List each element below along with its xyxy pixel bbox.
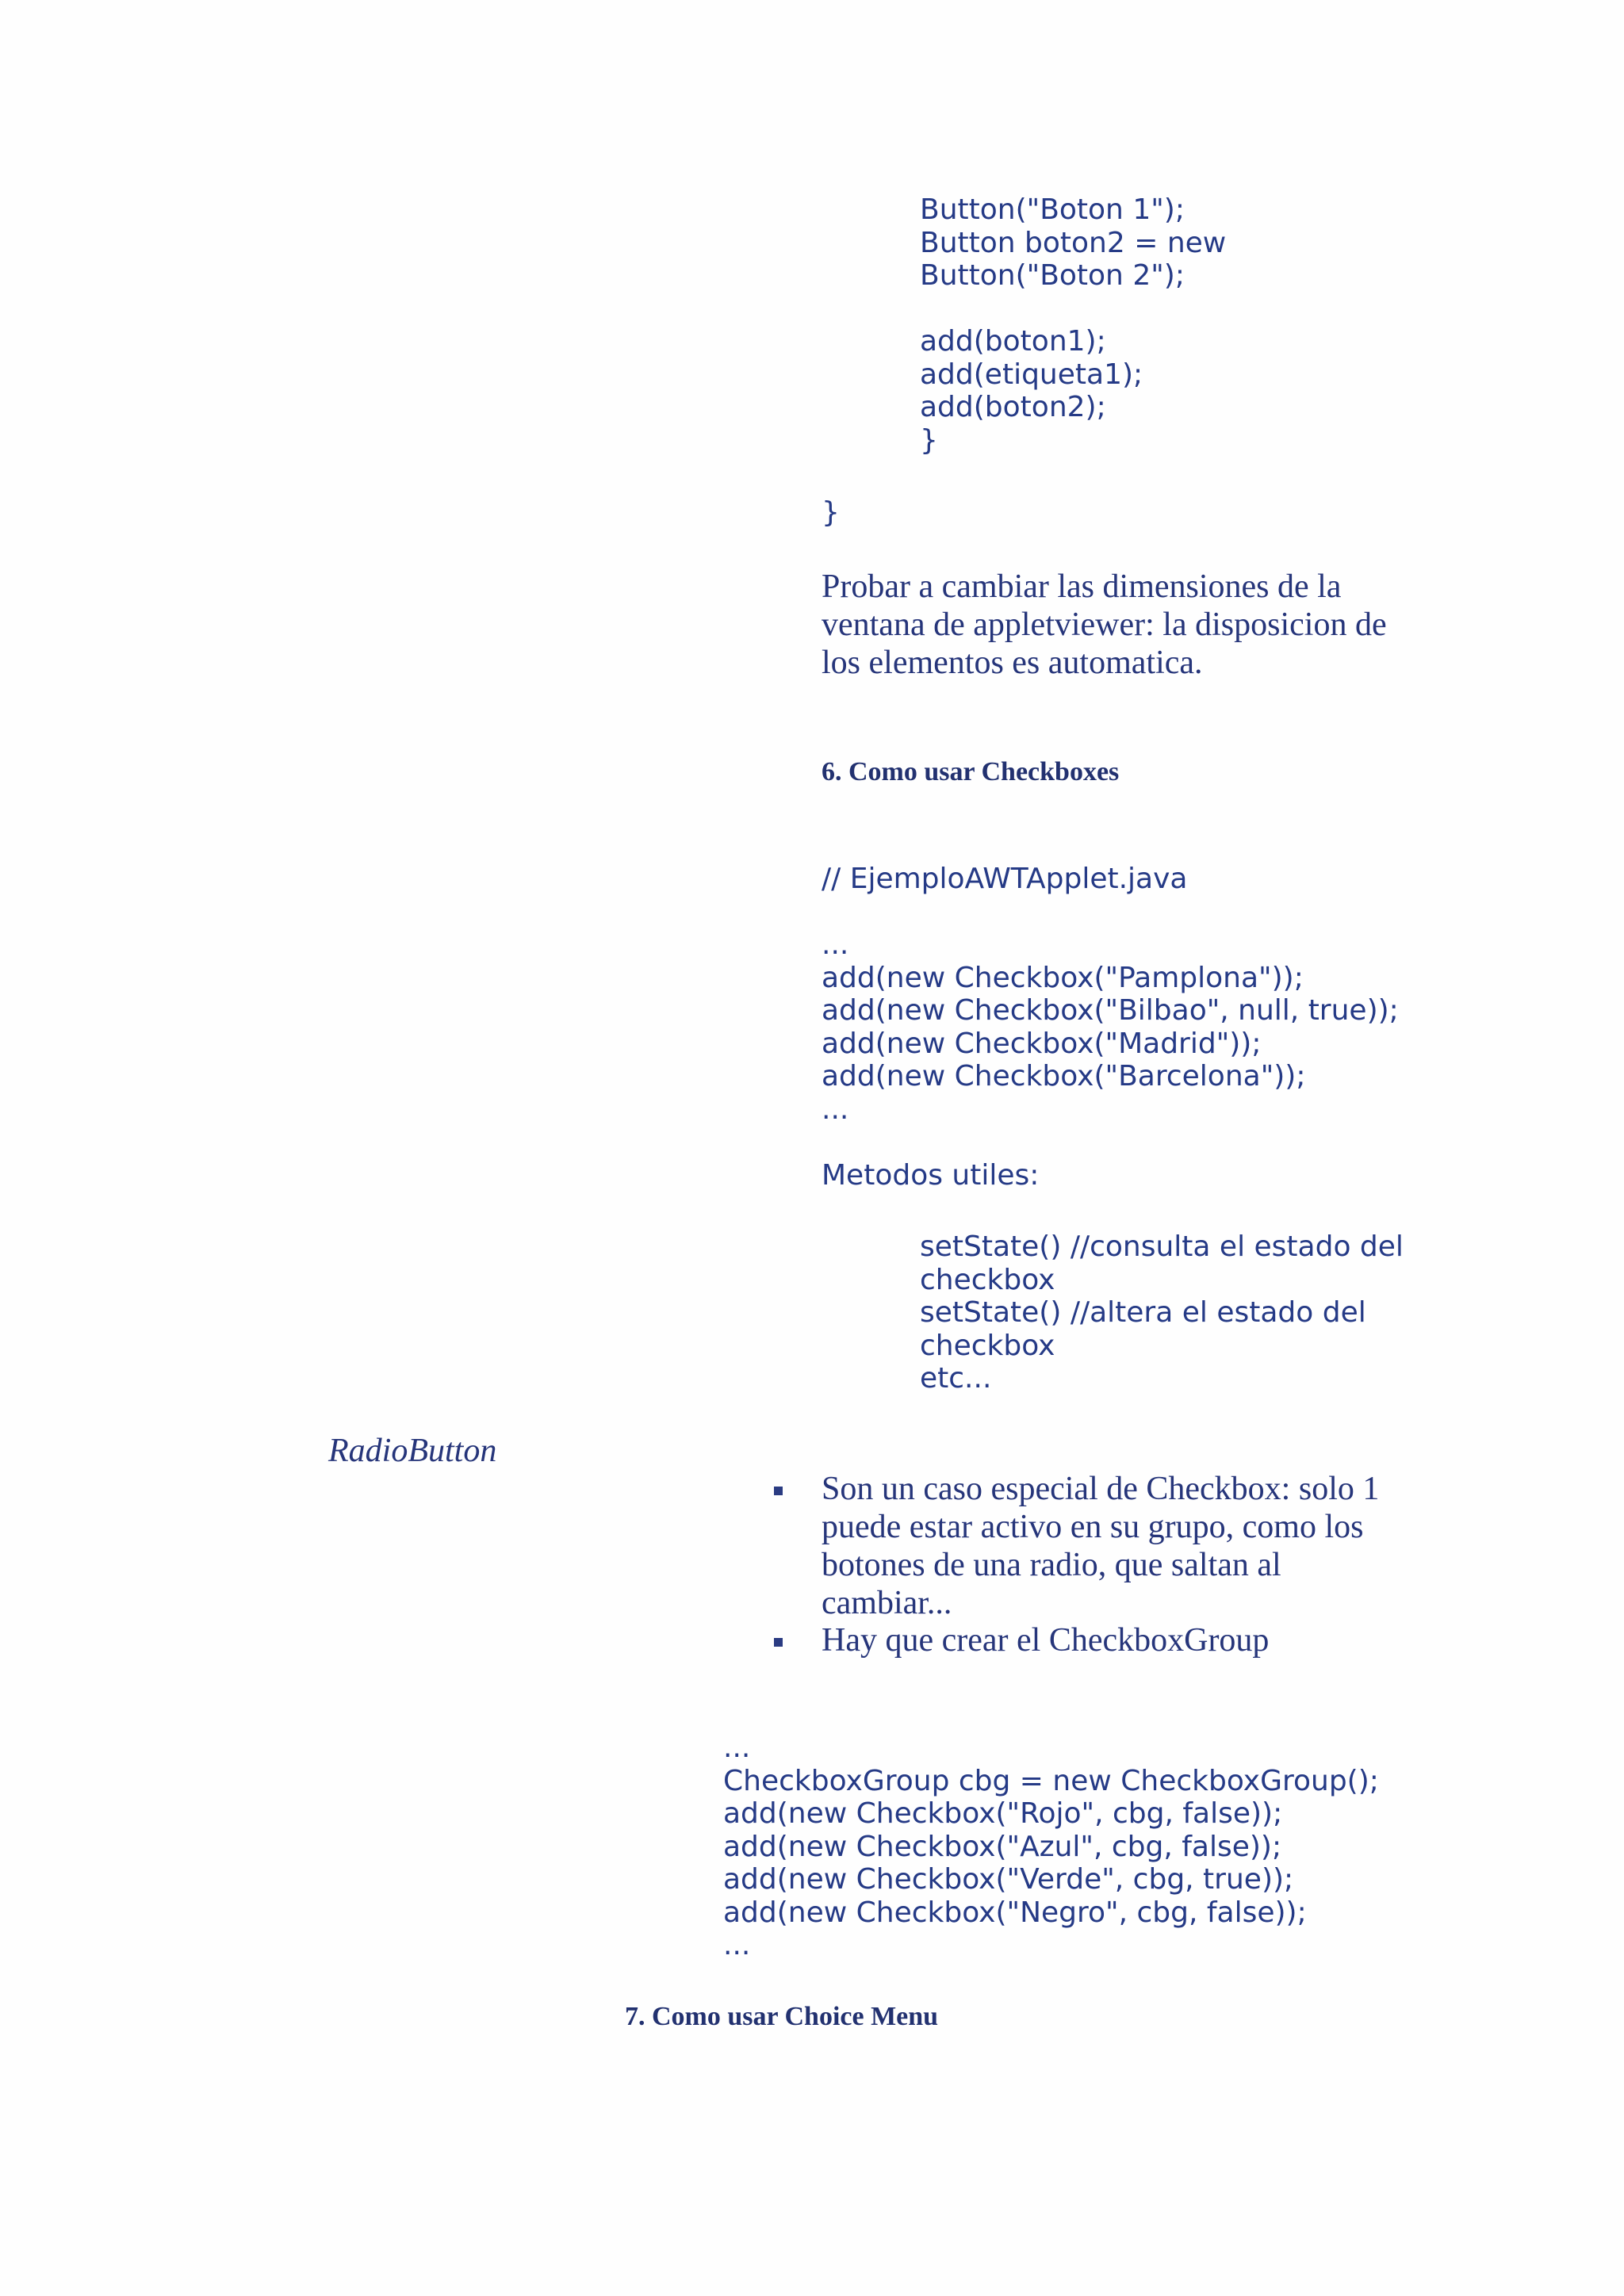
bullet-marker bbox=[774, 1487, 783, 1495]
code-line: CheckboxGroup cbg = new CheckboxGroup(); bbox=[723, 1764, 1379, 1797]
code-line: etc... bbox=[920, 1362, 992, 1395]
bullet-item bbox=[822, 1621, 1269, 1659]
code-line: checkbox bbox=[920, 1329, 1055, 1362]
code-line: add(etiqueta1); bbox=[920, 358, 1143, 391]
code-line: add(new Checkbox("Pamplona")); bbox=[822, 961, 1304, 994]
code-line: Button("Boton 2"); bbox=[920, 259, 1185, 292]
bullet-line: Son un caso especial de Checkbox: solo 1 bbox=[822, 1471, 1380, 1507]
code-line: add(new Checkbox("Madrid")); bbox=[822, 1027, 1262, 1060]
section-heading-checkboxes: 6. Como usar Checkboxes bbox=[822, 757, 1120, 786]
code-line: add(new Checkbox("Barcelona")); bbox=[822, 1060, 1306, 1093]
code-line: ... bbox=[723, 1732, 751, 1764]
code-line: Button("Boton 1"); bbox=[920, 193, 1185, 226]
code-block-checkboxes bbox=[822, 863, 1399, 1192]
bullet-line: botones de una radio, que saltan al bbox=[822, 1547, 1281, 1583]
code-line: checkbox bbox=[920, 1263, 1055, 1296]
code-line: add(new Checkbox("Rojo", cbg, false)); bbox=[723, 1797, 1283, 1830]
code-line: add(boton2); bbox=[920, 391, 1106, 423]
paragraph-line: los elementos es automatica. bbox=[822, 645, 1203, 681]
code-line: Metodos utiles: bbox=[822, 1158, 1040, 1192]
code-line: add(new Checkbox("Verde", cbg, true)); bbox=[723, 1863, 1294, 1896]
code-block-checkboxgroup bbox=[723, 1732, 1379, 1962]
code-line: Button boton2 = new bbox=[920, 226, 1227, 259]
code-line bbox=[920, 293, 1226, 326]
code-block-buttons bbox=[920, 193, 1226, 457]
code-block-methods bbox=[920, 1230, 1404, 1395]
bullet-line: puede estar activo en su grupo, como los bbox=[822, 1509, 1364, 1545]
paragraph-line: ventana de appletviewer: la disposicion de bbox=[822, 607, 1387, 643]
code-line: add(new Checkbox("Negro", cbg, false)); bbox=[723, 1896, 1307, 1929]
code-line: add(boton1); bbox=[920, 325, 1106, 358]
code-line bbox=[822, 1126, 1399, 1159]
code-line: } bbox=[920, 423, 938, 457]
code-line: setState() //consulta el estado del bbox=[920, 1230, 1404, 1263]
code-line: // EjemploAWTApplet.java bbox=[822, 863, 1188, 895]
code-line: ... bbox=[822, 928, 849, 961]
code-line bbox=[822, 896, 1399, 929]
code-line: add(new Checkbox("Azul", cbg, false)); bbox=[723, 1830, 1282, 1863]
bullet-line: Hay que crear el CheckboxGroup bbox=[822, 1622, 1270, 1659]
paragraph-layout-note bbox=[822, 568, 1387, 682]
code-line: ... bbox=[822, 1093, 849, 1126]
paragraph-line: Probar a cambiar las dimensiones de la bbox=[822, 568, 1342, 605]
code-line: add(new Checkbox("Bilbao", null, true)); bbox=[822, 994, 1399, 1027]
side-label-radiobutton: RadioButton bbox=[328, 1433, 497, 1469]
section-heading-choice-menu: 7. Como usar Choice Menu bbox=[625, 2002, 939, 2031]
code-line: ... bbox=[723, 1929, 751, 1961]
bullet-line: cambiar... bbox=[822, 1585, 952, 1621]
bullet-marker bbox=[774, 1638, 783, 1647]
closing-brace: } bbox=[822, 496, 840, 529]
code-line: setState() //altera el estado del bbox=[920, 1296, 1366, 1329]
bullet-item bbox=[822, 1470, 1379, 1622]
